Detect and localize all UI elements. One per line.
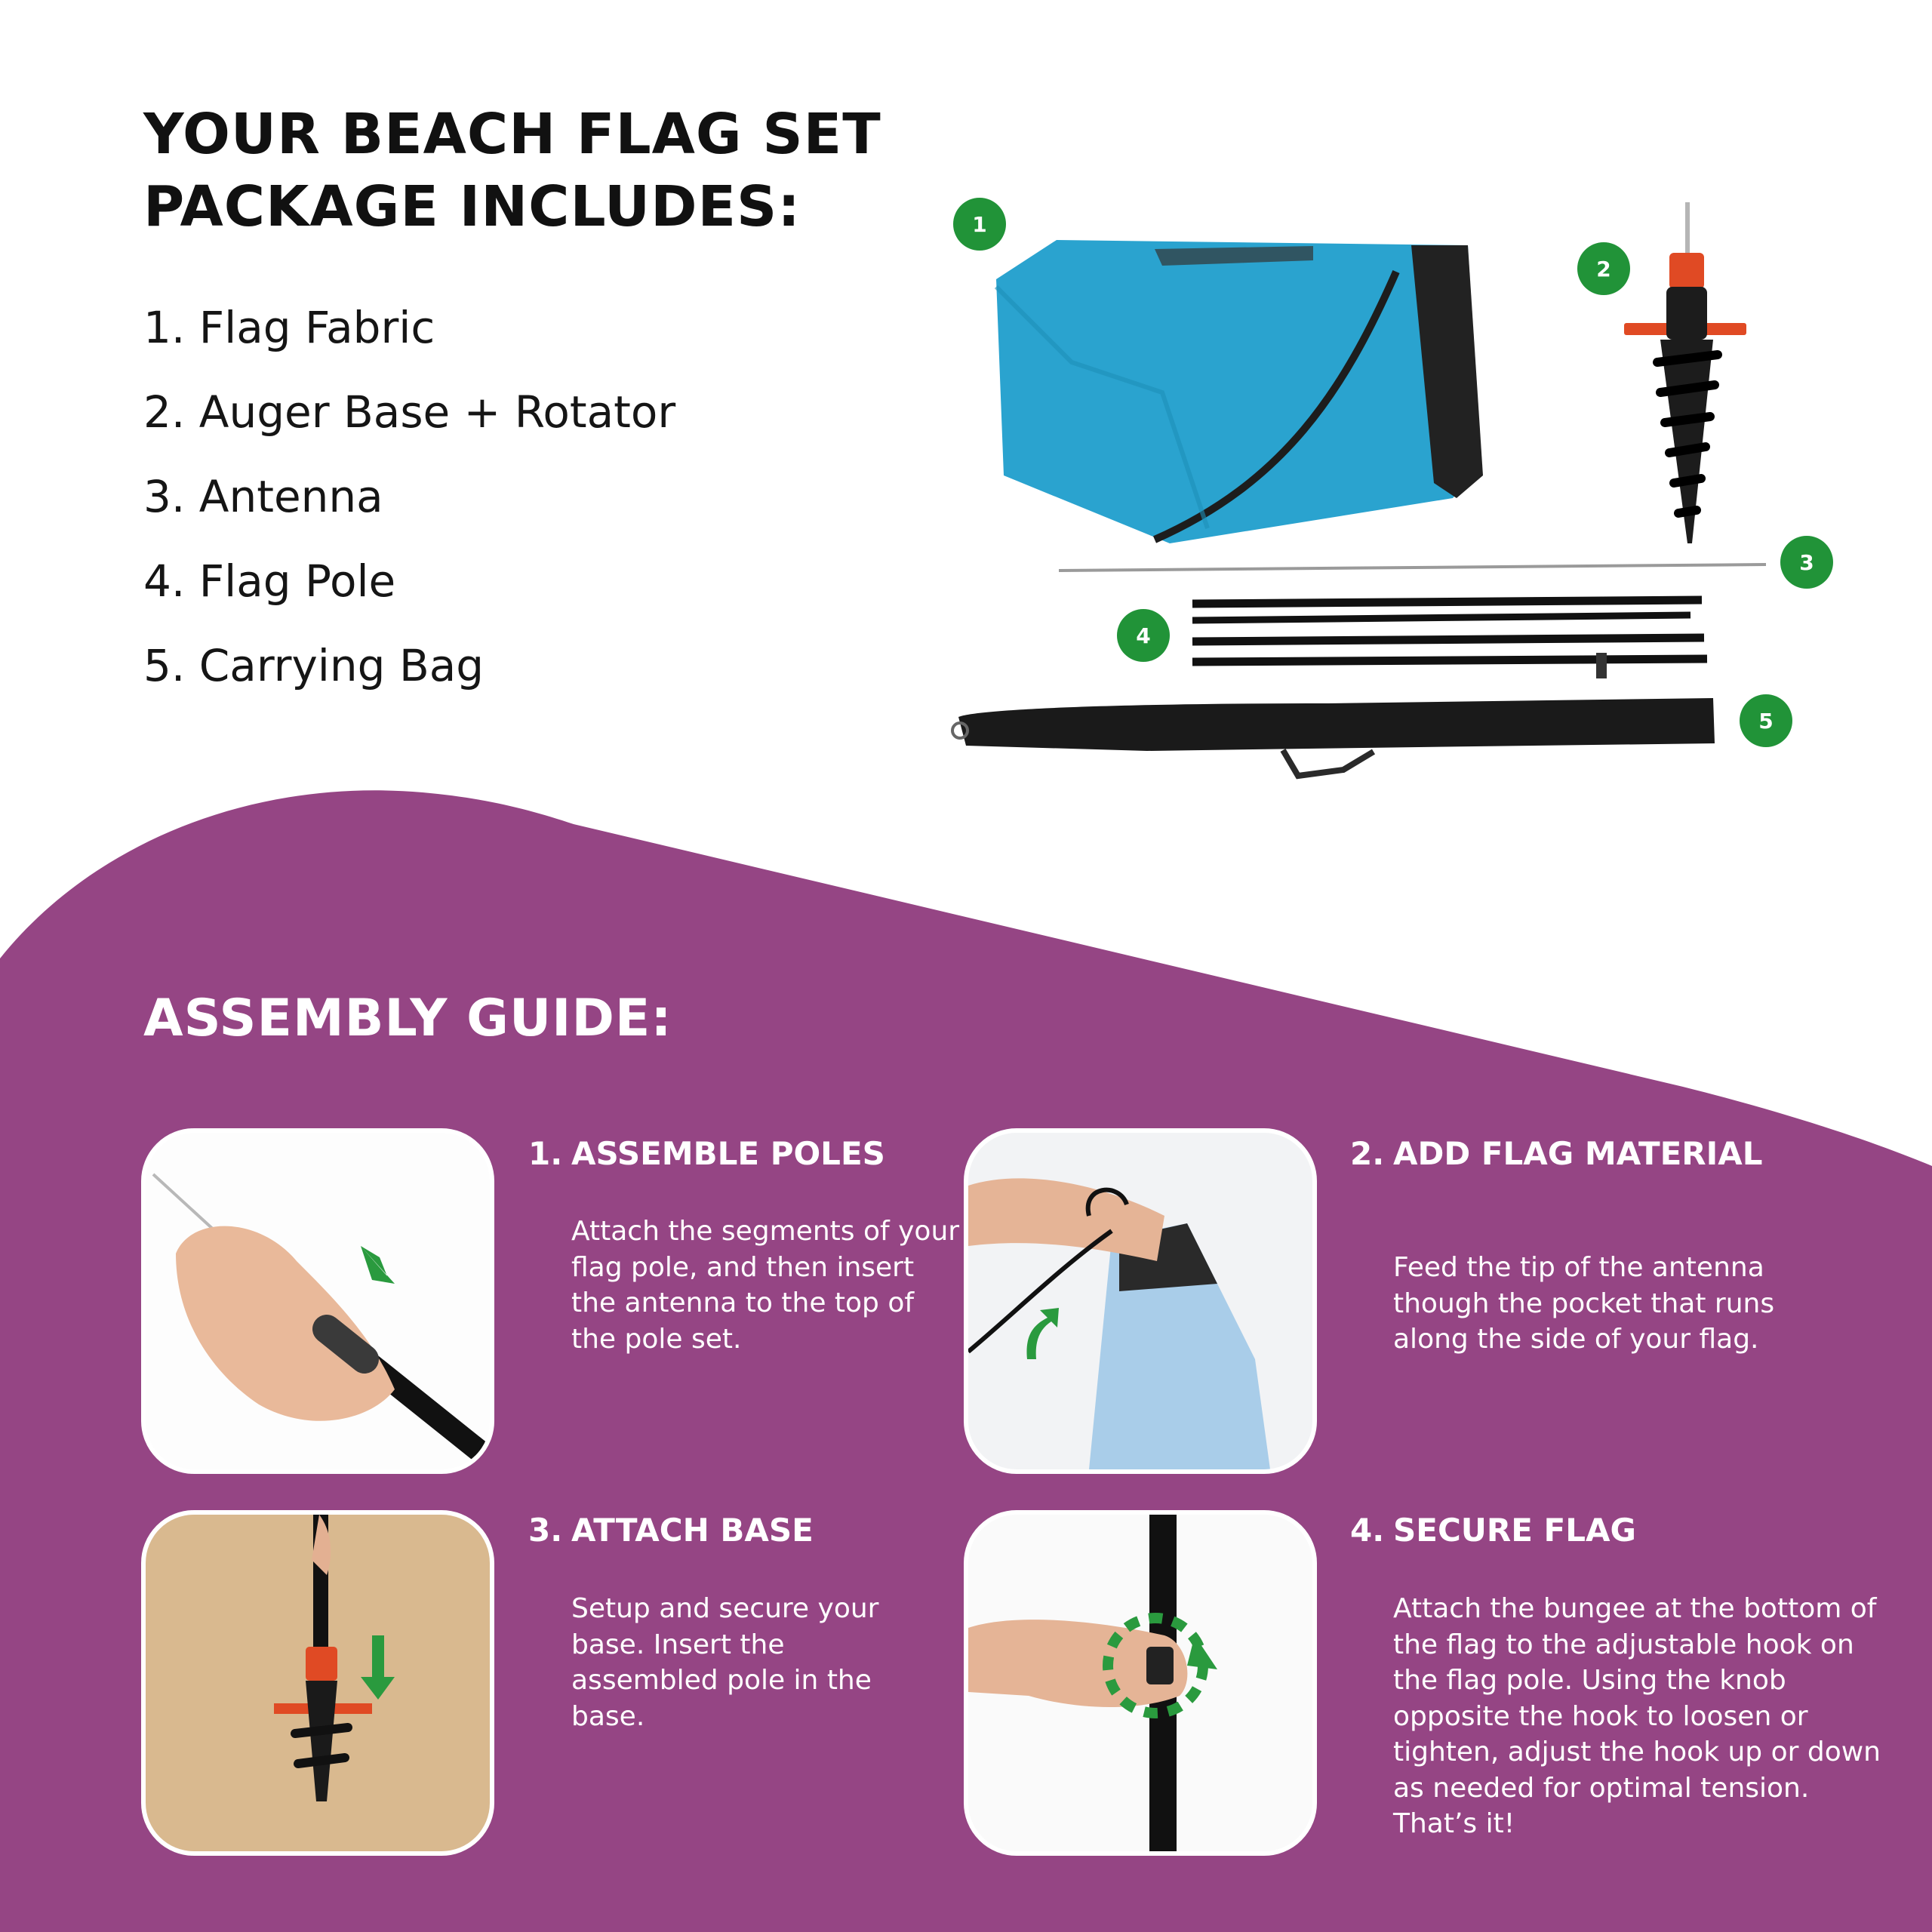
step-number: 3. bbox=[528, 1512, 563, 1549]
list-item: 4. Flag Pole bbox=[143, 555, 396, 607]
badge-label: 3 bbox=[1799, 550, 1814, 575]
badge-2 bbox=[1577, 242, 1630, 295]
step-3-photo bbox=[141, 1510, 494, 1856]
badge-label: 2 bbox=[1596, 257, 1611, 281]
step-2-heading bbox=[1350, 1134, 1818, 1174]
flag-pole-image bbox=[1192, 600, 1707, 678]
step-title: ATTACH BASE bbox=[571, 1512, 814, 1549]
assembly-title: ASSEMBLY GUIDE: bbox=[143, 989, 672, 1048]
list-item: 3. Antenna bbox=[143, 471, 383, 522]
step-2-photo bbox=[964, 1128, 1317, 1474]
step-1-text: Attach the segments of your flag pole, and then insert the antenna to the top of the pole set. bbox=[571, 1216, 960, 1355]
antenna-image bbox=[1059, 565, 1766, 571]
badge-label: 1 bbox=[972, 212, 987, 237]
auger-base-image bbox=[1624, 202, 1746, 543]
step-3-text: Setup and secure your base. Insert the assembled pole in the base. bbox=[571, 1593, 879, 1732]
badge-4 bbox=[1117, 609, 1170, 662]
step-4-photo bbox=[964, 1510, 1317, 1856]
step-4-text: Attach the bungee at the bottom of the flag to the adjustable hook on the flag pole. Using the knob opposite the hook to loosen or tighten, adjust the hook up or down as needed for optimal tension. That’s it! bbox=[1393, 1593, 1881, 1839]
step-title: SECURE FLAG bbox=[1393, 1512, 1636, 1549]
step-1-photo bbox=[141, 1128, 494, 1474]
step-4-heading bbox=[1350, 1510, 1818, 1551]
package-title: YOUR BEACH FLAG SET PACKAGE INCLUDES: bbox=[143, 102, 881, 239]
badge-label: 5 bbox=[1758, 709, 1774, 734]
badge-3 bbox=[1780, 536, 1833, 589]
list-item: 2. Auger Base + Rotator bbox=[143, 386, 676, 438]
step-3-heading bbox=[528, 1510, 996, 1551]
list-item: 5. Carrying Bag bbox=[143, 640, 485, 691]
badge-label: 4 bbox=[1136, 623, 1151, 648]
package-list bbox=[143, 298, 675, 721]
carrying-bag-image bbox=[952, 698, 1715, 776]
badge-5 bbox=[1740, 694, 1792, 747]
step-number: 1. bbox=[528, 1135, 563, 1172]
step-1-heading bbox=[528, 1134, 996, 1174]
step-2-text: Feed the tip of the antenna though the pocket that runs along the side of your flag. bbox=[1393, 1252, 1775, 1355]
product-illustration bbox=[936, 189, 1872, 792]
step-number: 2. bbox=[1350, 1135, 1385, 1172]
step-title: ADD FLAG MATERIAL bbox=[1393, 1135, 1763, 1172]
badge-1 bbox=[953, 198, 1006, 251]
list-item: 1. Flag Fabric bbox=[143, 302, 435, 353]
flag-fabric-image bbox=[996, 240, 1483, 543]
step-number: 4. bbox=[1350, 1512, 1385, 1549]
step-title: ASSEMBLE POLES bbox=[571, 1135, 885, 1172]
